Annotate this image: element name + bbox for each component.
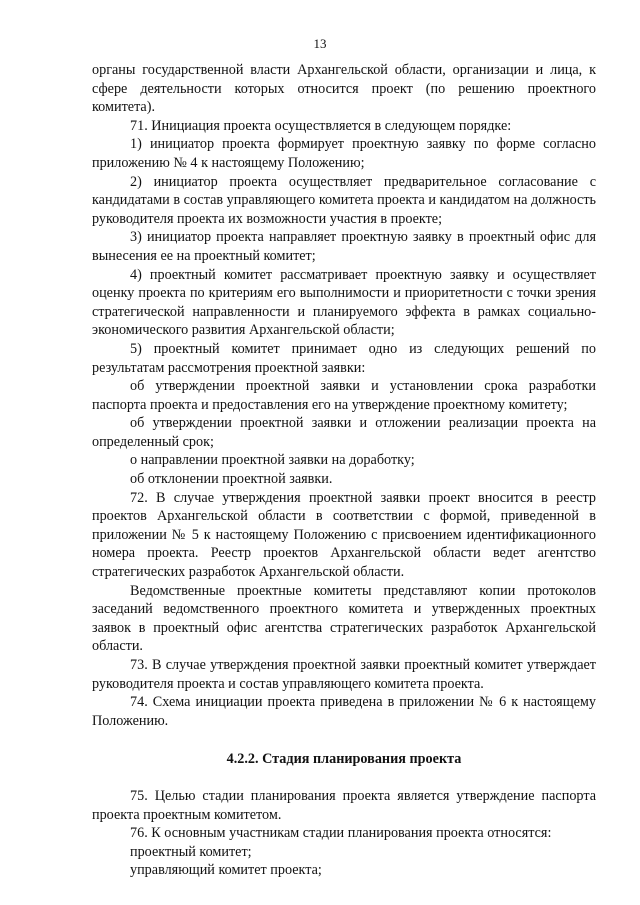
document-body <box>92 61 596 880</box>
list-item-3: 3) инициатор проекта направляет проектную заявку в проектный офис для вынесения ее на проектный комитет; <box>92 229 596 264</box>
participant-item: проектный комитет; <box>130 843 252 860</box>
list-item-2: 2) инициатор проекта осуществляет предварительное согласование с кандидатами в состав управляющего комитета проекта и кандидатом на должность руководителя проекта их возможности участия в проекте; <box>92 173 596 227</box>
participant-item: управляющий комитет проекта; <box>130 862 322 879</box>
paragraph-74: 74. Схема инициации проекта приведена в приложении № 6 к настоящему Положению. <box>92 694 596 729</box>
paragraph-72: 72. В случае утверждения проектной заявки проект вносится в реестр проектов Архангельской области в соответствии с формой, приведенной в приложении № 5 к настоящему Положению с присвоением идентификационного номера проекта. Реестр проектов Архангельской области ведет агентство стратегических разработок Архангельской области. <box>92 489 596 581</box>
paragraph-71: 71. Инициация проекта осуществляется в следующем порядке: <box>130 117 512 134</box>
decision-option: о направлении проектной заявки на доработку; <box>130 452 415 469</box>
page-number: 13 <box>313 36 327 51</box>
paragraph-departmental: Ведомственные проектные комитеты представляют копии протоколов заседаний ведомственного проектного комитета и утвержденных проектных заявок в проектный офис агентства стратегических разработок Архангельской области. <box>92 582 596 655</box>
decision-option: об утверждении проектной заявки и установлении срока разработки паспорта проекта и предоставления его на утверждение проектному комитету; <box>92 378 596 413</box>
paragraph-75: 75. Целью стадии планирования проекта является утверждение паспорта проекта проектным комитетом. <box>92 787 596 823</box>
list-item-4: 4) проектный комитет рассматривает проектную заявку и осуществляет оценку проекта по критериям его выполнимости и приоритетности с точки зрения стратегической направленности и планируемого эффекта в рамках социально-экономического развития Архангельской области; <box>92 266 596 339</box>
list-item-5: 5) проектный комитет принимает одно из следующих решений по результатам рассмотрения проектной заявки: <box>92 340 596 376</box>
decision-option: об утверждении проектной заявки и отложении реализации проекта на определенный срок; <box>92 415 596 450</box>
list-item-1: 1) инициатор проекта формирует проектную заявку по форме согласно приложению № 4 к настоящему Положению; <box>92 136 596 171</box>
section-heading: 4.2.2. Стадия планирования проекта <box>226 751 462 768</box>
paragraph-continuation: органы государственной власти Архангельской области, организации и лица, к сфере деятельности которых относится проект (по решению проектного комитета). <box>92 62 596 116</box>
paragraph-76: 76. К основным участникам стадии планирования проекта относятся: <box>130 825 552 842</box>
decision-option: об отклонении проектной заявки. <box>130 471 333 488</box>
paragraph-73: 73. В случае утверждения проектной заявки проектный комитет утверждает руководителя проекта и состав управляющего комитета проекта. <box>92 657 596 692</box>
